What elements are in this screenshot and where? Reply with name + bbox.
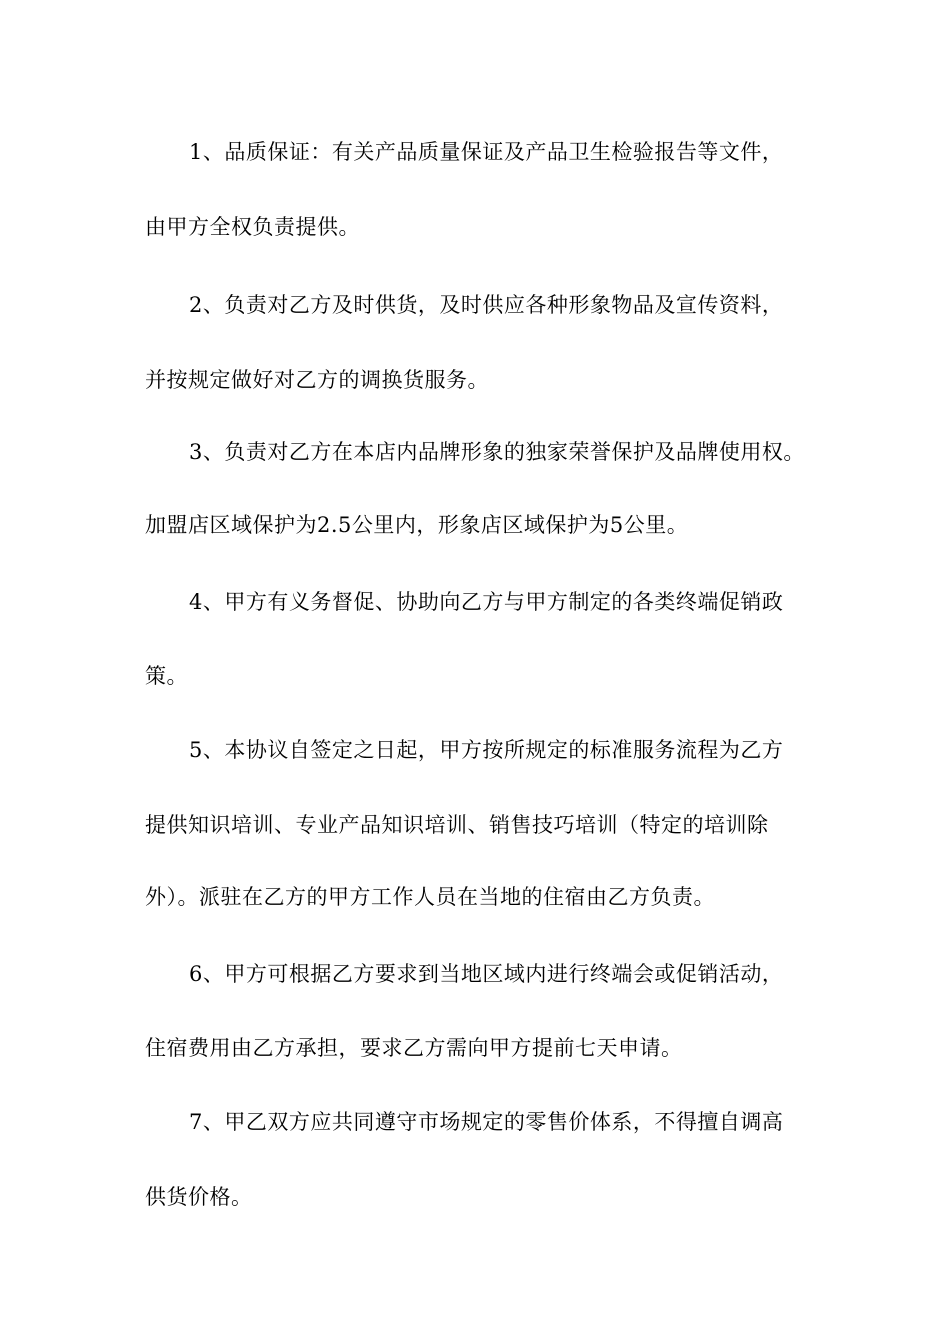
clause-7-line-1: 7、甲乙双方应共同遵守市场规定的零售价体系，不得擅自调高 — [189, 1110, 784, 1134]
clause-4-line-1: 4、甲方有义务督促、协助向乙方与甲方制定的各类终端促销政 — [189, 590, 784, 614]
clause-6-line-2: 住宿费用由乙方承担，要求乙方需向甲方提前七天申请。 — [145, 1036, 683, 1060]
clause-7-line-2: 供货价格。 — [145, 1185, 253, 1209]
clause-3-line-2: 加盟店区域保护为2.5公里内，形象店区域保护为5公里。 — [145, 513, 689, 537]
clause-5-line-2: 提供知识培训、专业产品知识培训、销售技巧培训（特定的培训除 — [145, 813, 769, 837]
clause-6-line-1: 6、甲方可根据乙方要求到当地区域内进行终端会或促销活动， — [189, 962, 784, 986]
clause-4-line-2: 策。 — [145, 664, 188, 688]
clause-1-line-1: 1、品质保证：有关产品质量保证及产品卫生检验报告等文件， — [189, 140, 784, 164]
clause-3-line-1: 3、负责对乙方在本店内品牌形象的独家荣誉保护及品牌使用权。 — [189, 440, 805, 464]
clause-1-line-2: 由甲方全权负责提供。 — [145, 215, 360, 239]
clause-5-line-3: 外）。派驻在乙方的甲方工作人员在当地的住宿由乙方负责。 — [145, 885, 715, 909]
clause-5-line-1: 5、本协议自签定之日起，甲方按所规定的标准服务流程为乙方 — [189, 738, 784, 762]
clause-2-line-1: 2、负责对乙方及时供货，及时供应各种形象物品及宣传资料， — [189, 293, 784, 317]
clause-2-line-2: 并按规定做好对乙方的调换货服务。 — [145, 368, 489, 392]
